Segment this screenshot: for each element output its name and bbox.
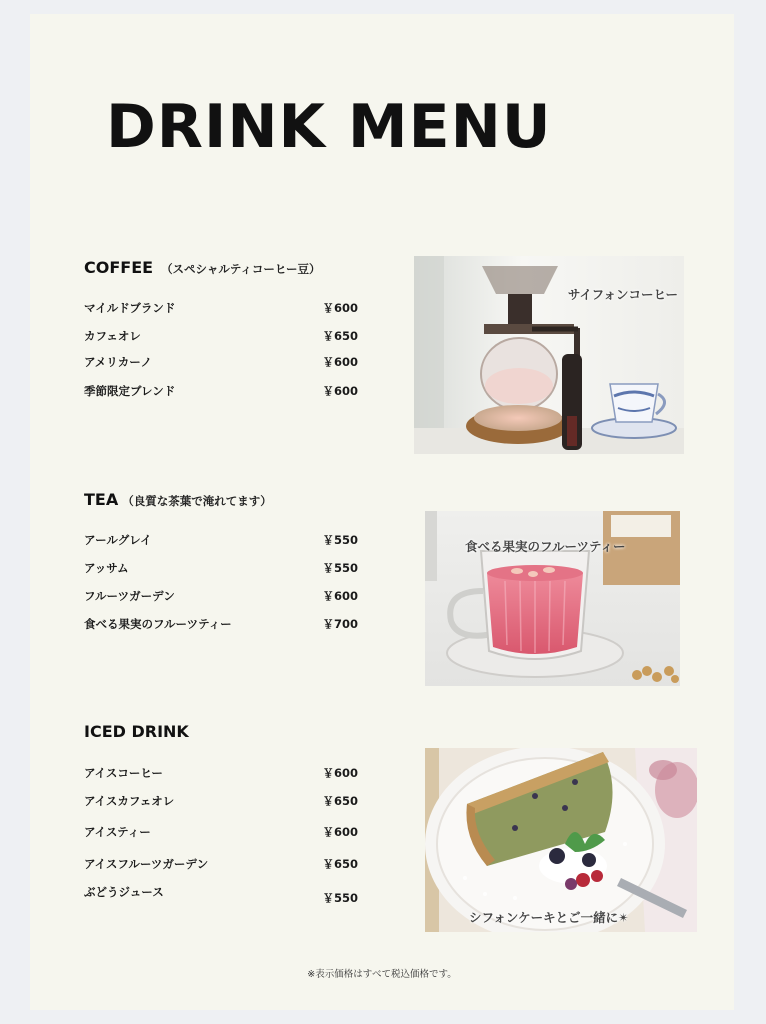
menu-item bbox=[84, 856, 358, 874]
item-price: ￥600 bbox=[322, 589, 358, 603]
item-name: マイルドブランド bbox=[84, 301, 176, 315]
item-price: ￥650 bbox=[322, 794, 358, 808]
item-name: アイスティー bbox=[84, 825, 151, 839]
menu-item bbox=[84, 560, 358, 578]
tax-note: ※表示価格はすべて税込価格です。 bbox=[307, 969, 457, 980]
iced-drink-section-title: ICED DRINK bbox=[84, 722, 189, 741]
chiffon-cake-illustration bbox=[425, 748, 697, 932]
item-price: ￥600 bbox=[322, 301, 358, 315]
item-price: ￥550 bbox=[322, 561, 358, 575]
item-name: 食べる果実のフルーツティー bbox=[84, 617, 232, 631]
item-name: ぶどうジュース bbox=[84, 885, 164, 899]
iced-drink-section-header bbox=[84, 722, 189, 741]
tea-section-subtitle: （良質な茶葉で淹れてます） bbox=[122, 494, 272, 508]
item-price: ￥650 bbox=[322, 857, 358, 871]
coffee-section-subtitle: （スペシャルティコーヒー豆） bbox=[161, 262, 321, 276]
menu-item bbox=[84, 354, 358, 372]
siphon-coffee-photo bbox=[414, 256, 684, 454]
fruit-tea-photo bbox=[425, 511, 680, 686]
chiffon-cake-photo bbox=[425, 748, 697, 932]
item-price: ￥550 bbox=[322, 533, 358, 547]
coffee-section-title: COFFEE bbox=[84, 258, 154, 277]
item-name: アイスフルーツガーデン bbox=[84, 857, 209, 871]
menu-item bbox=[84, 383, 358, 401]
menu-title: DRINK MENU bbox=[106, 92, 552, 162]
item-price: ￥650 bbox=[322, 329, 358, 343]
item-price: ￥600 bbox=[322, 766, 358, 780]
item-price: ￥600 bbox=[322, 355, 358, 369]
menu-item bbox=[84, 532, 358, 550]
menu-item bbox=[84, 793, 358, 811]
menu-item bbox=[84, 884, 358, 920]
menu-item bbox=[84, 765, 358, 783]
tea-section-title: TEA bbox=[84, 490, 119, 509]
item-price: ￥600 bbox=[322, 384, 358, 398]
coffee-section-header bbox=[84, 258, 320, 277]
item-name: フルーツガーデン bbox=[84, 589, 175, 603]
menu-sheet bbox=[30, 14, 734, 1010]
tea-section-header bbox=[84, 490, 272, 509]
item-price: ￥600 bbox=[322, 825, 358, 839]
item-name: アイスカフェオレ bbox=[84, 794, 175, 808]
item-name: カフェオレ bbox=[84, 329, 141, 343]
menu-item bbox=[84, 588, 358, 606]
item-name: 季節限定ブレンド bbox=[84, 384, 176, 398]
menu-item bbox=[84, 328, 358, 346]
item-name: アールグレイ bbox=[84, 533, 152, 547]
photo-caption: サイフォンコーヒー bbox=[567, 287, 678, 302]
item-name: アメリカーノ bbox=[84, 355, 152, 369]
menu-item bbox=[84, 824, 358, 842]
menu-item bbox=[84, 300, 358, 318]
item-price: ￥550 bbox=[322, 891, 358, 905]
item-price: ￥700 bbox=[322, 617, 358, 631]
item-name: アイスコーヒー bbox=[84, 766, 163, 780]
photo-caption: シフォンケーキとご一緒に✴︎ bbox=[469, 910, 629, 925]
photo-caption: 食べる果実のフルーツティー bbox=[465, 539, 626, 554]
menu-item bbox=[84, 616, 358, 634]
item-name: アッサム bbox=[84, 561, 129, 575]
